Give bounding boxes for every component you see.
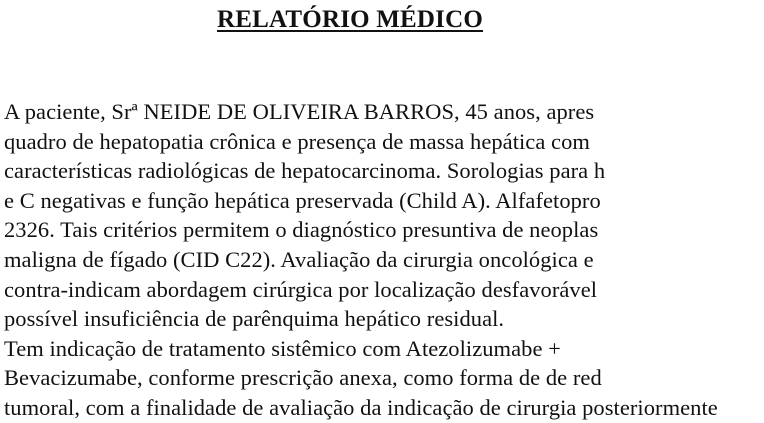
report-body [4, 97, 764, 420]
report-line: Bevacizumabe, conforme prescrição anexa, como forma de de red [4, 365, 602, 391]
report-line: contra-indicam abordagem cirúrgica por localização desfavorável [4, 276, 598, 302]
report-line: possível insuficiência de parênquima hepático residual. [4, 306, 505, 332]
report-line: 2326. Tais critérios permitem o diagnóstico presuntiva de neoplas [4, 217, 599, 243]
report-line: A paciente, Srª NEIDE DE OLIVEIRA BARROS, 45 anos, apres [4, 99, 595, 124]
report-line: características radiológicas de hepatocarcinoma. Sorologias para h [4, 158, 606, 184]
document-title: RELATÓRIO MÉDICO [217, 6, 483, 33]
report-line: maligna de fígado (CID C22). Avaliação da cirurgia oncológica e [4, 246, 594, 272]
report-line-partial: tumoral, com a finalidade de avaliação da indicação de cirurgia posteriormente [4, 394, 718, 420]
report-line: quadro de hepatopatia crônica e presença de massa hepática com [4, 128, 590, 154]
report-line: e C negativas e função hepática preservada (Child A). Alfafetopro [4, 187, 601, 213]
report-line: Tem indicação de tratamento sistêmico com Atezolizumabe + [4, 335, 561, 361]
